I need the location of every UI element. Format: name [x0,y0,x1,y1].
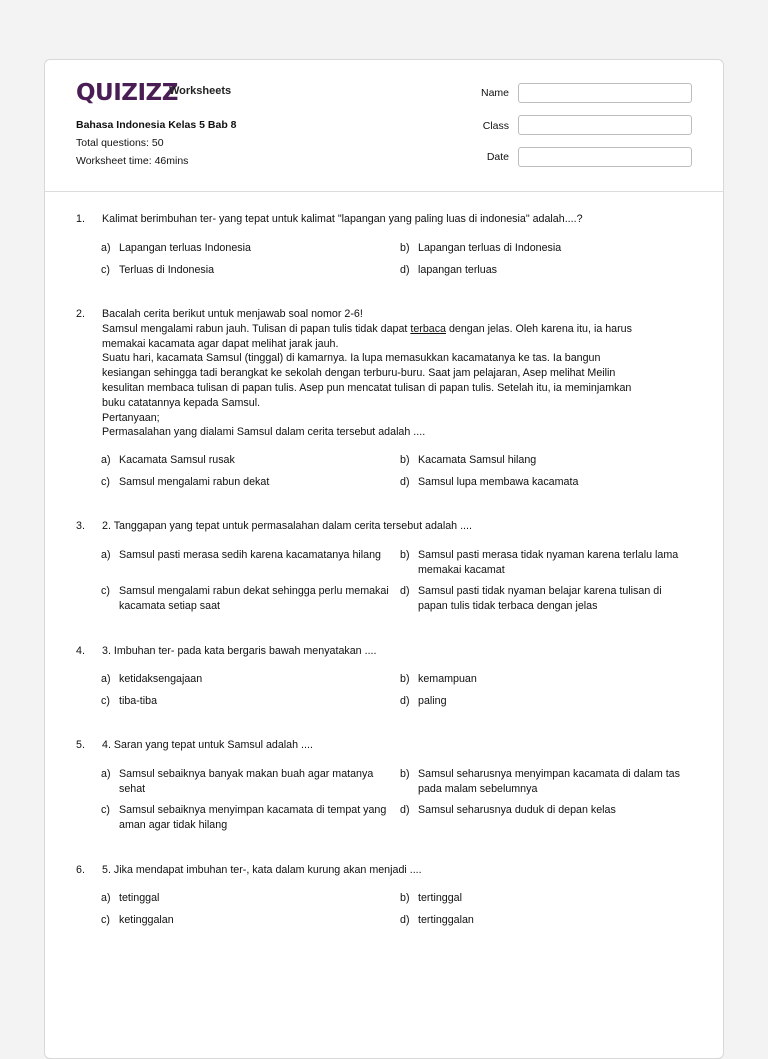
option-letter: c) [101,264,110,276]
date-label: Date [486,151,509,163]
option-letter: a) [101,454,111,466]
option-text: tertinggal [418,892,462,904]
question-number: 3. [76,520,85,532]
option-letter: c) [101,695,110,707]
worksheet-page [44,59,724,1059]
name-field[interactable] [518,83,692,103]
option-letter: d) [400,914,410,926]
passage-line: memakai kacamata agar dapat melihat jarak jauh. [102,337,339,350]
option-letter: d) [400,804,410,816]
option-letter: c) [101,585,110,597]
question-number: 1. [76,213,85,225]
passage-line: buku catatannya kepada Samsul. [102,396,261,409]
option-letter: b) [400,242,410,254]
option-text: tiba-tiba [119,695,158,707]
option-text: Kacamata Samsul rusak [119,454,235,466]
passage-line: kesiangan sehingga tadi berangkat ke sekolah dengan terburu-buru. Saat jam pelajaran, Asep melihat Meilin [102,367,616,380]
passage-line: Suatu hari, kacamata Samsul (tinggal) di kamarnya. Ia lupa memasukkan kacamatanya ke tas. Ia bangun [102,352,601,365]
total-questions: Total questions: 50 [76,137,164,149]
class-label: Class [482,120,509,132]
option-letter: b) [400,454,410,466]
quizizz-logo: QUIZIZZ [76,80,178,106]
option-letter: b) [400,673,410,685]
option-letter: a) [101,549,111,561]
question-text: 4. Saran yang tepat untuk Samsul adalah .... [102,739,313,751]
option-text: Samsul seharusnya menyimpan kacamata di dalam tas pada malam sebelumnya [418,768,680,795]
option-letter: d) [400,264,410,276]
date-field[interactable] [518,147,692,167]
question-text [102,307,696,440]
option-text: Samsul pasti merasa sedih karena kacamatanya hilang [119,549,381,561]
passage-line [102,322,696,337]
question-number: 2. [76,308,85,320]
option-letter: a) [101,892,111,904]
question-text: 5. Jika mendapat imbuhan ter-, kata dalam kurung akan menjadi .... [102,864,422,876]
worksheet-time: Worksheet time: 46mins [76,155,189,167]
option-text: lapangan terluas [418,264,498,276]
question-text: Kalimat berimbuhan ter- yang tepat untuk kalimat "lapangan yang paling luas di indonesia" adalah....? [102,213,583,225]
class-field[interactable] [518,115,692,135]
option-letter: b) [400,768,410,780]
option-letter: a) [101,768,111,780]
option-text: ketidaksengajaan [119,673,203,685]
option-text: Samsul lupa membawa kacamata [418,476,579,488]
option-text: ketinggalan [119,914,174,926]
option-letter: a) [101,673,111,685]
option-text: Samsul mengalami rabun dekat [119,476,270,488]
option-text: Terluas di Indonesia [119,264,215,276]
option-letter: c) [101,914,110,926]
option-letter: d) [400,695,410,707]
option-text: Lapangan terluas Indonesia [119,242,251,254]
option-letter: c) [101,476,110,488]
option-letter: a) [101,242,111,254]
option-letter: c) [101,804,110,816]
passage-line: Bacalah cerita berikut untuk menjawab soal nomor 2-6! [102,308,363,320]
option-text: kemampuan [418,673,477,685]
option-letter: d) [400,476,410,488]
passage-line: kesulitan membaca tulisan di papan tulis. Asep pun mencatat tulisan di papan tulis. Setelah itu, ia meminjamkan [102,381,632,394]
option-letter: b) [400,549,410,561]
option-text: paling [418,695,447,707]
option-text: tertinggalan [418,914,474,926]
question-text: 2. Tanggapan yang tepat untuk permasalahan dalam cerita tersebut adalah .... [102,520,472,532]
passage-line: Permasalahan yang dialami Samsul dalam cerita tersebut adalah .... [102,426,426,439]
option-text: Samsul sebaiknya banyak makan buah agar matanya sehat [119,768,374,795]
option-letter: b) [400,892,410,904]
option-letter: d) [400,585,410,597]
worksheet-title: Bahasa Indonesia Kelas 5 Bab 8 [76,119,237,131]
name-label: Name [480,87,509,99]
option-text: Samsul pasti merasa tidak nyaman karena terlalu lama memakai kacamat [418,549,679,576]
option-text: Samsul mengalami rabun dekat sehingga perlu memakai kacamata setiap saat [119,585,389,612]
passage-line: Pertanyaan; [102,411,160,424]
logo-subtitle: Worksheets [169,85,232,97]
passage-text: Samsul mengalami rabun jauh. Tulisan di papan tulis tidak dapat [102,322,411,335]
worksheet-header [45,60,723,192]
option-text: Samsul pasti tidak nyaman belajar karena tulisan di papan tulis tidak terbaca dengan jelas [418,585,662,612]
question-number: 5. [76,739,85,751]
question-number: 6. [76,864,85,876]
underlined-word: terbaca [410,322,446,335]
question-text: 3. Imbuhan ter- pada kata bergaris bawah menyatakan .... [102,645,377,657]
question-number: 4. [76,645,85,657]
option-text: Kacamata Samsul hilang [418,454,537,466]
passage-text: dengan jelas. Oleh karena itu, ia harus [446,322,632,335]
option-text: tetinggal [119,892,160,904]
option-text: Lapangan terluas di Indonesia [418,242,562,254]
option-text: Samsul sebaiknya menyimpan kacamata di tempat yang aman agar tidak hilang [119,804,387,831]
option-text: Samsul seharusnya duduk di depan kelas [418,804,616,816]
